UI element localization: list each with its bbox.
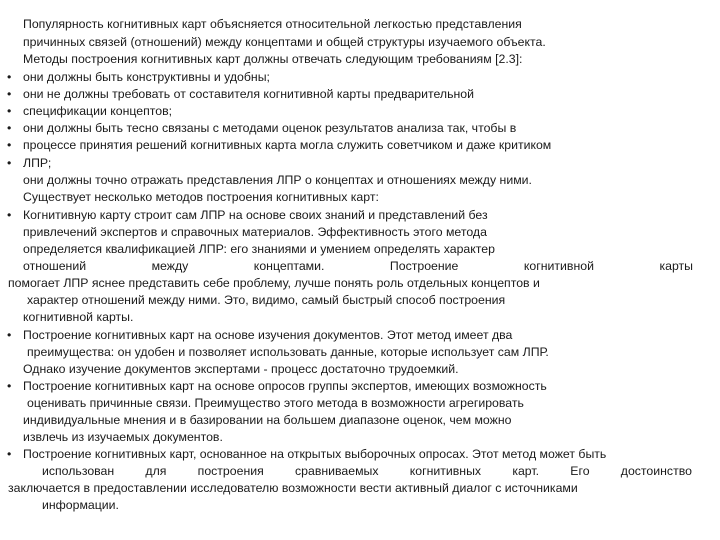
word: когнитивных (409, 464, 482, 478)
bullet-marker: • (7, 104, 12, 118)
text-line: информации. (42, 498, 119, 512)
text-line: причинных связей (отношений) между концептами и общей структуры изучаемого объекта. (23, 35, 546, 49)
word: карт. (512, 464, 540, 478)
word: использован (42, 464, 115, 478)
word: сравниваемых (295, 464, 379, 478)
text-line: они должны точно отражать представления ЛПР о концептах и отношениях между ними. (23, 173, 532, 187)
text-line: привлечений экспертов и справочных материалов. Эффективность этого метода (23, 225, 487, 239)
bullet-marker: • (7, 156, 12, 170)
text-line: извлечь из изучаемых документов. (23, 430, 223, 444)
word: между (151, 259, 189, 273)
text-line: Существует несколько методов построения когнитивных карт: (23, 190, 379, 204)
bullet-marker: • (7, 447, 12, 461)
word: достоинство (620, 464, 692, 478)
justified-line (23, 258, 693, 275)
text-line: Популярность когнитивных карт объясняется относительной легкостью представления (23, 17, 522, 31)
bullet-marker: • (7, 379, 12, 393)
text-line: характер отношений между ними. Это, видимо, самый быстрый способ построения (27, 293, 506, 307)
text-line: преимущества: он удобен и позволяет использовать данные, которые использует сам ЛПР. (27, 345, 549, 359)
text-line: Построение когнитивных карт, основанное на открытых выборочных опросах. Этот метод может быть (23, 447, 607, 461)
text-line: Методы построения когнитивных карт должны отвечать следующим требованиям [2.3]: (23, 52, 523, 66)
bullet-marker: • (7, 208, 12, 222)
text-line: они должны быть тесно связаны с методами оценок результатов анализа так, чтобы в (23, 121, 517, 135)
bullet-marker: • (7, 121, 12, 135)
text-line: они не должны требовать от составителя когнитивной карты предварительной (23, 87, 475, 101)
bullet-marker: • (7, 87, 12, 101)
text-line: заключается в предоставлении исследователю возможности вести активный диалог с источниками (8, 481, 578, 495)
bullet-marker: • (7, 70, 12, 84)
bullet-marker: • (7, 138, 12, 152)
text-line: индивидуальные мнения и в базировании на большем диапазоне оценок, чем можно (23, 413, 512, 427)
text-line: ЛПР; (23, 156, 52, 170)
word: отношений (23, 259, 87, 273)
text-line: они должны быть конструктивны и удобны; (23, 70, 270, 84)
text-line: спецификации концептов; (23, 104, 173, 118)
word: построения (197, 464, 264, 478)
word: Его (570, 464, 590, 478)
text-line: процессе принятия решений когнитивных карта могла служить советчиком и даже критиком (23, 138, 552, 152)
bullet-marker: • (7, 328, 12, 342)
justified-line (42, 463, 692, 480)
text-line: помогает ЛПР яснее представить себе проблему, лучше понять роль отдельных концептов и (8, 276, 540, 290)
word: концептами. (253, 259, 325, 273)
text-line: Построение когнитивных карт на основе изучения документов. Этот метод имеет два (23, 328, 513, 342)
text-line: когнитивной карты. (23, 310, 134, 324)
text-line: оценивать причинные связи. Преимущество этого метода в возможности агрегировать (27, 396, 524, 410)
text-line: Однако изучение документов экспертами - процесс достаточно трудоемкий. (23, 362, 459, 376)
text-line: Построение когнитивных карт на основе опросов группы экспертов, имеющих возможность (23, 379, 547, 393)
word: Построение (389, 259, 459, 273)
word: для (145, 464, 167, 478)
word: когнитивной (523, 259, 594, 273)
text-line: Когнитивную карту строит сам ЛПР на основе своих знаний и представлений без (23, 208, 488, 222)
word: карты (659, 259, 693, 273)
text-line: определяется квалификацией ЛПР: его знаниями и умением определять характер (23, 242, 495, 256)
